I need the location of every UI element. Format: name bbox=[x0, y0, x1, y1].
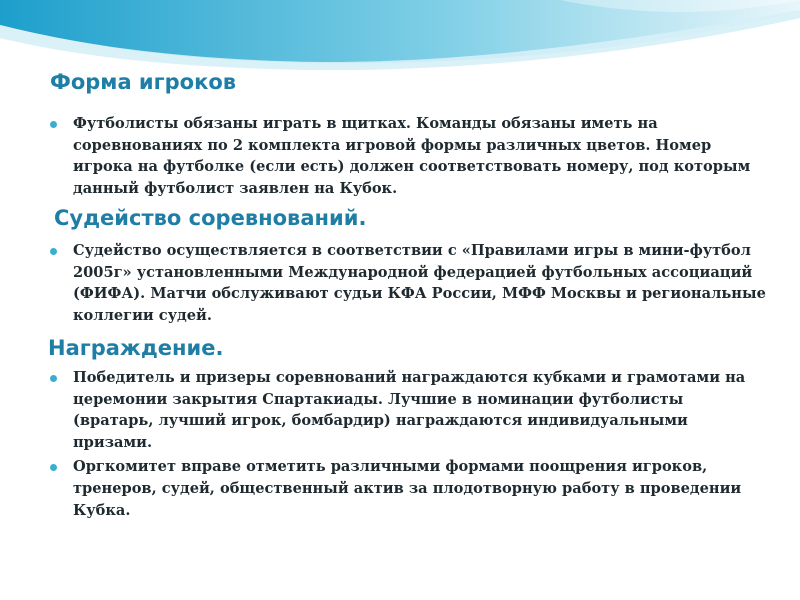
list-item-text: Оргкомитет вправе отметить различными формами поощрения игроков, тренеров, судей, общественный актив за плодотворную работу в проведении Кубка. bbox=[73, 458, 742, 519]
list-item bbox=[48, 456, 768, 521]
bullet-dot-icon bbox=[50, 464, 57, 471]
list-item-text: Футболисты обязаны играть в щитках. Команды обязаны иметь на соревнованиях по 2 комплекта игровой формы различных цветов. Номер игрока на футболке (если есть) должен соответствовать номеру, под которым данный футболист заявлен на Кубок. bbox=[73, 115, 751, 197]
uniform-list bbox=[48, 113, 768, 202]
list-item bbox=[48, 240, 768, 326]
list-item bbox=[48, 113, 768, 199]
refereeing-list bbox=[48, 240, 768, 329]
bullet-dot-icon bbox=[50, 248, 57, 255]
section-title-uniform: Форма игроков bbox=[50, 70, 237, 94]
section-title-awards: Награждение. bbox=[48, 336, 224, 360]
awards-list bbox=[48, 367, 768, 524]
section-title-refereeing: Судейство соревнований. bbox=[54, 206, 367, 230]
bullet-dot-icon bbox=[50, 375, 57, 382]
list-item-text: Судейство осуществляется в соответствии с «Правилами игры в мини-футбол 2005г» установленными Международной федерацией футбольных ассоциаций (ФИФА). Матчи обслуживают судьи КФА России, МФФ Москвы и региональные коллегии судей. bbox=[73, 242, 766, 324]
bullet-dot-icon bbox=[50, 121, 57, 128]
list-item-text: Победитель и призеры соревнований награждаются кубками и грамотами на церемонии закрытия Спартакиады. Лучшие в номинации футболисты (вратарь, лучший игрок, бомбардир) награждаются индивидуальными призами. bbox=[73, 369, 746, 451]
list-item bbox=[48, 367, 768, 453]
